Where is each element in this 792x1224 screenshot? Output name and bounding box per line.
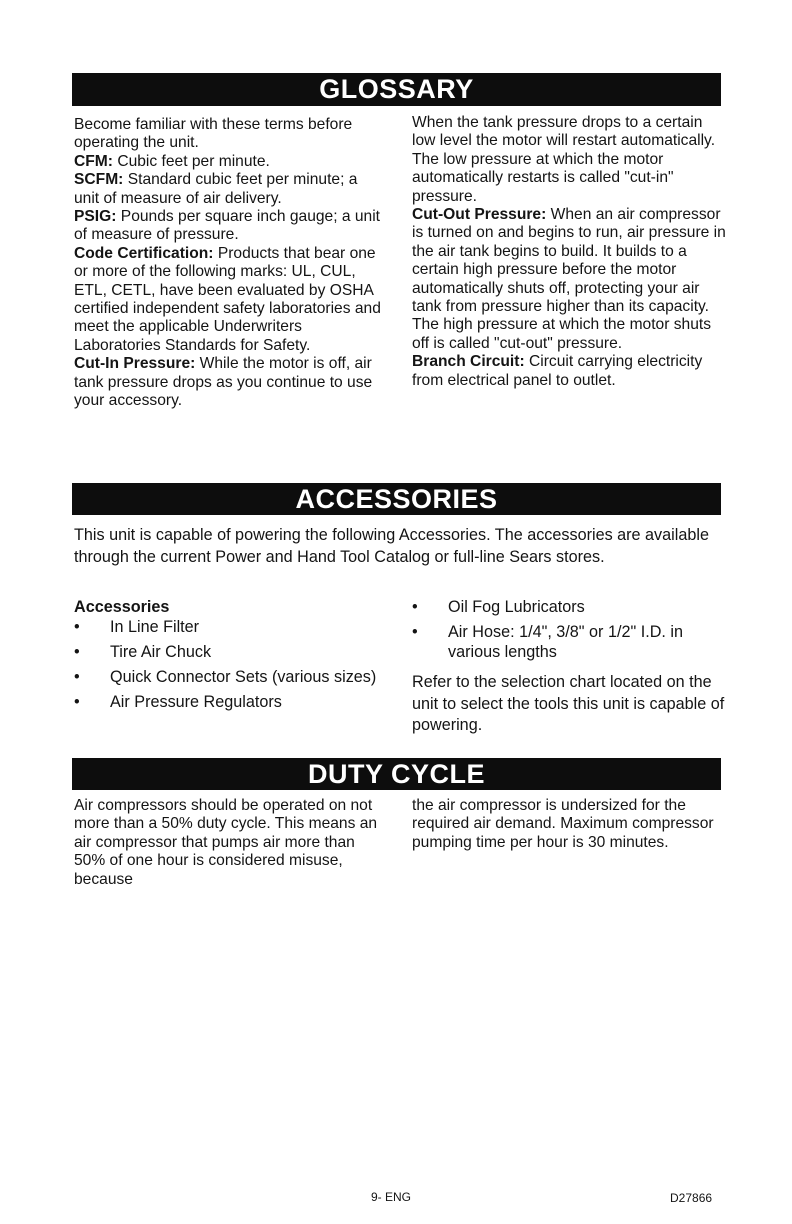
list-item: • Air Hose: 1/4", 3/8" or 1/2" I.D. in various lengths	[412, 622, 726, 662]
list-item: • Air Pressure Regulators	[74, 692, 394, 712]
accessories-refer-note: Refer to the selection chart located on the unit to select the tools this unit is capable of powering.	[412, 673, 725, 735]
term-definition: While the motor is off, air tank pressure drops as you continue to use your accessory.	[74, 355, 373, 410]
accessories-list-left	[74, 617, 394, 712]
list-item: • Oil Fog Lubricators	[412, 597, 726, 617]
term-definition: When an air compressor is turned on and begins to run, air pressure in the air tank begins to build. It builds to a certain high pressure before the motor automatically shuts off, protecting your air tank from pressure higher than its capacity. The high pressure at which the motor shuts off is called "cut-out" pressure.	[412, 206, 726, 352]
accessories-subheading: Accessories	[74, 598, 170, 616]
glossary-term-cfm	[74, 153, 386, 171]
glossary-term-branch-circuit	[412, 353, 726, 390]
glossary-left-column	[74, 116, 386, 411]
term-definition: Standard cubic feet per minute; a unit of measure of air delivery.	[74, 171, 358, 207]
term-label: Code Certification:	[74, 244, 214, 262]
document-code: D27866	[670, 1191, 713, 1205]
term-label: PSIG:	[74, 208, 117, 226]
glossary-right-column	[412, 114, 726, 390]
term-definition: Pounds per square inch gauge; a unit of measure of pressure.	[74, 208, 381, 244]
duty-cycle-heading: DUTY CYCLE	[72, 758, 721, 790]
accessories-left-column	[74, 597, 394, 717]
duty-cycle-text-right: the air compressor is undersized for the required air demand. Maximum compressor pumping time per hour is 30 minutes.	[412, 797, 714, 851]
term-label: Branch Circuit:	[412, 353, 525, 371]
glossary-term-cut-in	[74, 355, 386, 410]
term-definition: Products that bear one or more of the following marks: UL, CUL, ETL, CETL, have been evaluated by OSHA certified independent safety laboratories and meet the applicable Underwriters Laboratories Standards for Safety.	[74, 244, 381, 354]
accessories-heading: ACCESSORIES	[72, 483, 721, 515]
accessories-list-right	[412, 597, 726, 662]
term-definition: Cubic feet per minute.	[112, 152, 270, 170]
duty-cycle-right-column	[412, 797, 726, 852]
accessories-intro: This unit is capable of powering the following Accessories. The accessories are available through the current Power and Hand Tool Catalog or full-line Sears stores.	[74, 526, 709, 566]
list-item: • Tire Air Chuck	[74, 642, 394, 662]
duty-cycle-left-column	[74, 797, 386, 889]
list-item: • Quick Connector Sets (various sizes)	[74, 667, 394, 687]
glossary-term-code-certification	[74, 245, 386, 355]
term-label: CFM:	[74, 152, 113, 170]
accessories-right-column	[412, 597, 726, 737]
term-label: Cut-In Pressure:	[74, 355, 196, 373]
glossary-heading: GLOSSARY	[72, 73, 721, 106]
glossary-term-scfm	[74, 171, 386, 208]
page-number: 9- ENG	[371, 1190, 412, 1204]
glossary-cut-in-continued: When the tank pressure drops to a certain low level the motor will restart automatically. The low pressure at which the motor automatically restarts is called "cut-in" pressure.	[412, 114, 716, 205]
duty-cycle-text-left: Air compressors should be operated on not more than a 50% duty cycle. This means an air compressor that pumps air more than 50% of one hour is considered misuse, because	[74, 797, 378, 888]
glossary-term-cut-out	[412, 206, 726, 353]
term-definition: Circuit carrying electricity from electrical panel to outlet.	[412, 353, 703, 389]
list-item: • In Line Filter	[74, 617, 394, 637]
glossary-term-psig	[74, 208, 386, 245]
term-label: Cut-Out Pressure:	[412, 206, 547, 224]
term-label: SCFM:	[74, 171, 124, 189]
glossary-intro: Become familiar with these terms before operating the unit.	[74, 116, 353, 152]
